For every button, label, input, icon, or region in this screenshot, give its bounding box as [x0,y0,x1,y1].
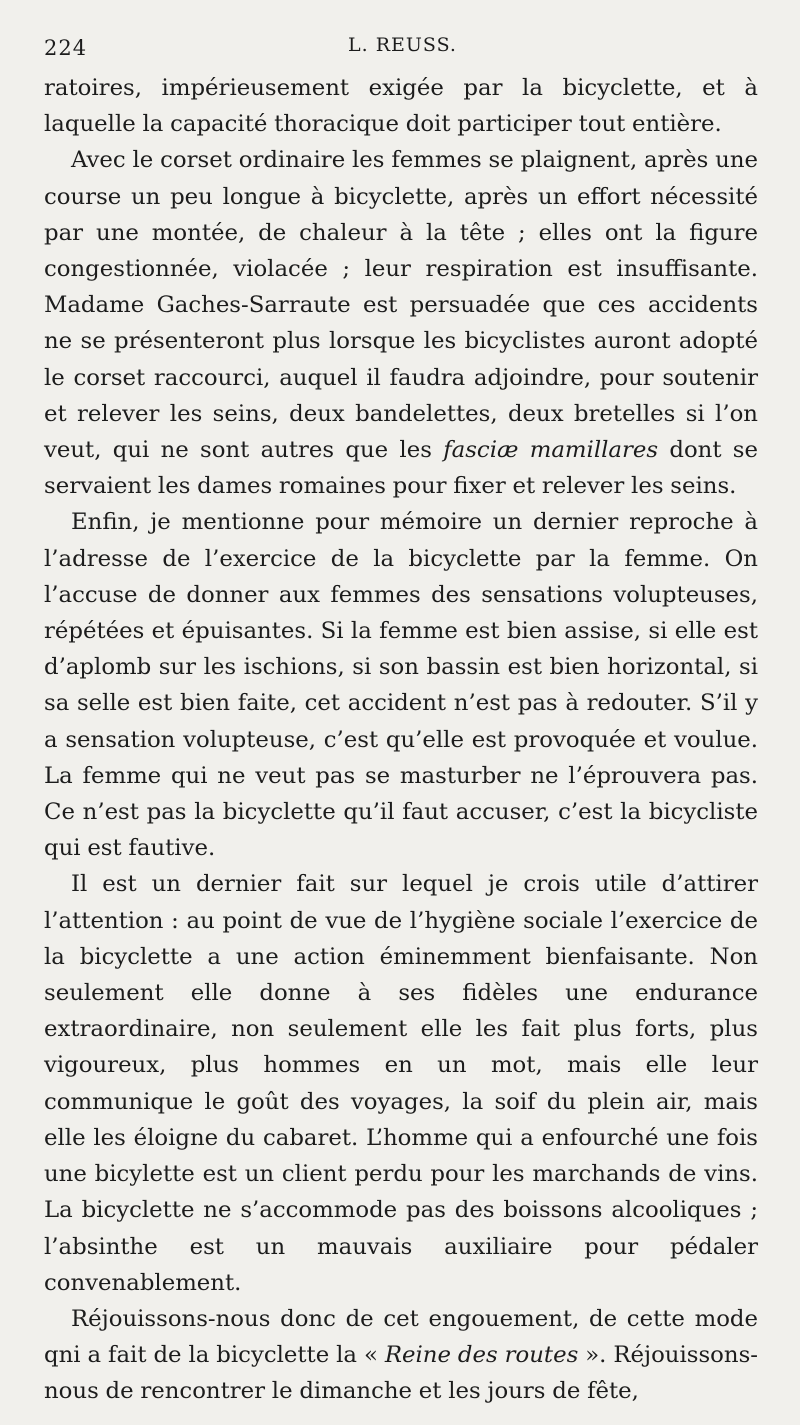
paragraph-1 [44,70,758,142]
paragraph-2 [44,142,758,504]
page-number: 224 [44,36,88,60]
paragraph-3 [44,504,758,866]
paragraph-4 [44,866,758,1300]
paragraph-text: Réjouissons-nous donc de cet engouement, de cette mode qni a fait de la bicyclette la « [44,1305,758,1369]
paragraph-text: dont se servaient les dames romaines pour fixer et relever les seins. [44,437,758,500]
paragraph-text: Enfin, je mentionne pour mémoire un dernier reproche à l’adresse de l’exercice de la bicyclette par la femme. On l’accuse de donner aux femmes des sensations volupteuses, répétées et épuisantes. Si la femme est bien assise, si elle est d’aplomb sur les ischions, si son bassin est bien horizontal, si sa selle est bien faite, cet accident n’est pas à redouter. S’il y a sensation volupteuse, c’est qu’elle est provoquée et voulue. La femme qui ne veut pas se masturber ne l’éprouvera pas. Ce n’est pas la bicyclette qu’il faut accuser, c’est la bicycliste qui est fautive. [44,509,758,862]
italic-latin-term: fasciæ mamillares [443,437,659,464]
body-text [44,70,758,1410]
paragraph-text: Avec le corset ordinaire les femmes se plaignent, après une course un peu longue à bicyclette, après un effort nécessité par une montée, de chaleur à la tête ; elles ont la figure congestionnée, violacée ; leur respiration est insuffisante. Madame Gaches-Sarraute est persuadée que ces accidents ne se présenteront plus lorsque les bicyclistes auront adopté le corset raccourci, auquel il faudra adjoindre, pour soutenir et relever les seins, deux bandelettes, deux bretelles si l’on veut, qui ne sont autres que les [44,147,758,464]
paragraph-text: ratoires, impérieusement exigée par la bicyclette, et à laquelle la capacité thoracique doit participer tout entière. [44,75,758,138]
paragraph-text: Il est un dernier fait sur lequel je crois utile d’attirer l’attention : au point de vue de l’hygiène sociale l’exercice de la bicyclette a une action éminemment bienfaisante. Non seulement elle donne à ses fidèles une endurance extraordinaire, non seulement elle les fait plus forts, plus vigoureux, plus hommes en un mot, mais elle leur communique le goût des voyages, la soif du plein air, mais elle les éloigne du cabaret. L’homme qui a enfourché une fois une bicylette est un client perdu pour les marchands de vins. La bicyclette ne s’accommode pas des boissons alcooliques ; l’absinthe est un mauvais auxiliaire pour pédaler convenablement. [44,871,758,1296]
running-head [44,26,758,70]
italic-quote: Reine des routes [384,1342,579,1369]
paragraph-text: ». Réjouissons-nous de rencontrer le dimanche et les jours de fête, [44,1342,758,1405]
running-title: L. REUSS. [348,34,457,56]
paragraph-5 [44,1301,758,1410]
